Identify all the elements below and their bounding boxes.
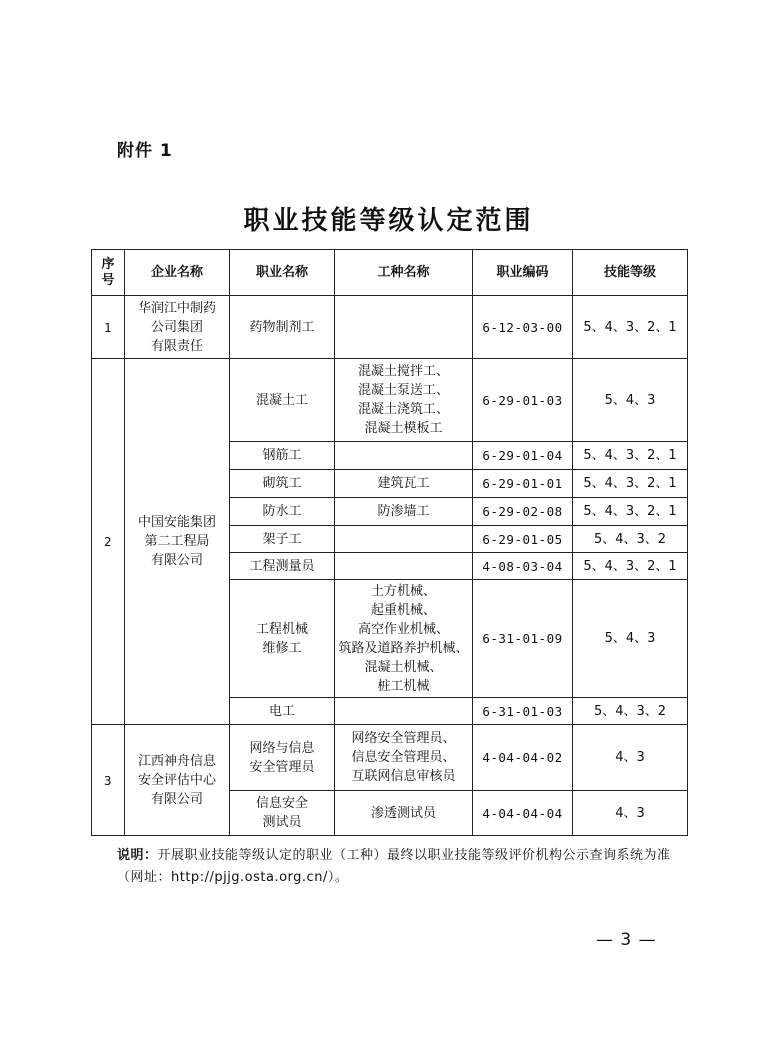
code-cell: 6-29-01-04 <box>473 442 573 470</box>
code-cell: 4-04-04-04 <box>473 791 573 836</box>
note-paragraph <box>117 845 677 889</box>
company-cell: 江西神舟信息 安全评估中心 有限公司 <box>125 725 230 836</box>
occupation-cell: 电工 <box>230 698 335 725</box>
header-level: 技能等级 <box>573 250 688 296</box>
level-cell: 5、4、3 <box>573 580 688 698</box>
occupation-cell: 信息安全 测试员 <box>230 791 335 836</box>
job-type-cell: 混凝土搅拌工、 混凝土泵送工、 混凝土浇筑工、 混凝土模板工 <box>335 359 473 442</box>
header-company: 企业名称 <box>125 250 230 296</box>
seq-cell: 1 <box>92 296 125 359</box>
table-row <box>92 725 688 791</box>
note-text: 开展职业技能等级认定的职业（工种）最终以职业技能等级评价机构公示查询系统为准（网址：http://pjjg.osta.org.cn/）。 <box>117 848 671 885</box>
table-header-row <box>92 250 688 296</box>
company-cell: 华润江中制药 公司集团 有限责任 <box>125 296 230 359</box>
header-code: 职业编码 <box>473 250 573 296</box>
job-type-cell <box>335 698 473 725</box>
certification-scope-table <box>91 249 688 836</box>
job-type-cell <box>335 442 473 470</box>
occupation-cell: 钢筋工 <box>230 442 335 470</box>
occupation-cell: 工程测量员 <box>230 553 335 580</box>
job-type-cell: 网络安全管理员、 信息安全管理员、 互联网信息审核员 <box>335 725 473 791</box>
code-cell: 6-12-03-00 <box>473 296 573 359</box>
header-job-type: 工种名称 <box>335 250 473 296</box>
job-type-cell: 土方机械、 起重机械、 高空作业机械、 筑路及道路养护机械、 混凝土机械、 桩工机械 <box>335 580 473 698</box>
seq-cell: 2 <box>92 359 125 725</box>
level-cell: 5、4、3 <box>573 359 688 442</box>
code-cell: 6-31-01-03 <box>473 698 573 725</box>
occupation-cell: 工程机械 维修工 <box>230 580 335 698</box>
code-cell: 4-08-03-04 <box>473 553 573 580</box>
page-number: — 3 — <box>596 930 657 950</box>
job-type-cell: 渗透测试员 <box>335 791 473 836</box>
occupation-cell: 架子工 <box>230 526 335 553</box>
level-cell: 4、3 <box>573 791 688 836</box>
seq-cell: 3 <box>92 725 125 836</box>
level-cell: 5、4、3、2、1 <box>573 470 688 498</box>
occupation-cell: 防水工 <box>230 498 335 526</box>
occupation-cell: 砌筑工 <box>230 470 335 498</box>
job-type-cell: 防渗墙工 <box>335 498 473 526</box>
level-cell: 5、4、3、2 <box>573 698 688 725</box>
level-cell: 4、3 <box>573 725 688 791</box>
table-row <box>92 359 688 442</box>
code-cell: 4-04-04-02 <box>473 725 573 791</box>
company-cell: 中国安能集团 第二工程局 有限公司 <box>125 359 230 725</box>
level-cell: 5、4、3、2、1 <box>573 553 688 580</box>
level-cell: 5、4、3、2、1 <box>573 442 688 470</box>
level-cell: 5、4、3、2、1 <box>573 296 688 359</box>
header-seq: 序 号 <box>92 250 125 296</box>
job-type-cell: 建筑瓦工 <box>335 470 473 498</box>
job-type-cell <box>335 553 473 580</box>
code-cell: 6-31-01-09 <box>473 580 573 698</box>
attachment-label: 附件 1 <box>117 141 173 161</box>
table-row <box>92 296 688 359</box>
occupation-cell: 网络与信息 安全管理员 <box>230 725 335 791</box>
code-cell: 6-29-01-03 <box>473 359 573 442</box>
job-type-cell <box>335 526 473 553</box>
level-cell: 5、4、3、2、1 <box>573 498 688 526</box>
document-title: 职业技能等级认定范围 <box>243 206 534 236</box>
code-cell: 6-29-02-08 <box>473 498 573 526</box>
note-label: 说明： <box>117 848 158 863</box>
code-cell: 6-29-01-01 <box>473 470 573 498</box>
occupation-cell: 混凝土工 <box>230 359 335 442</box>
occupation-cell: 药物制剂工 <box>230 296 335 359</box>
level-cell: 5、4、3、2 <box>573 526 688 553</box>
header-occupation: 职业名称 <box>230 250 335 296</box>
code-cell: 6-29-01-05 <box>473 526 573 553</box>
job-type-cell <box>335 296 473 359</box>
